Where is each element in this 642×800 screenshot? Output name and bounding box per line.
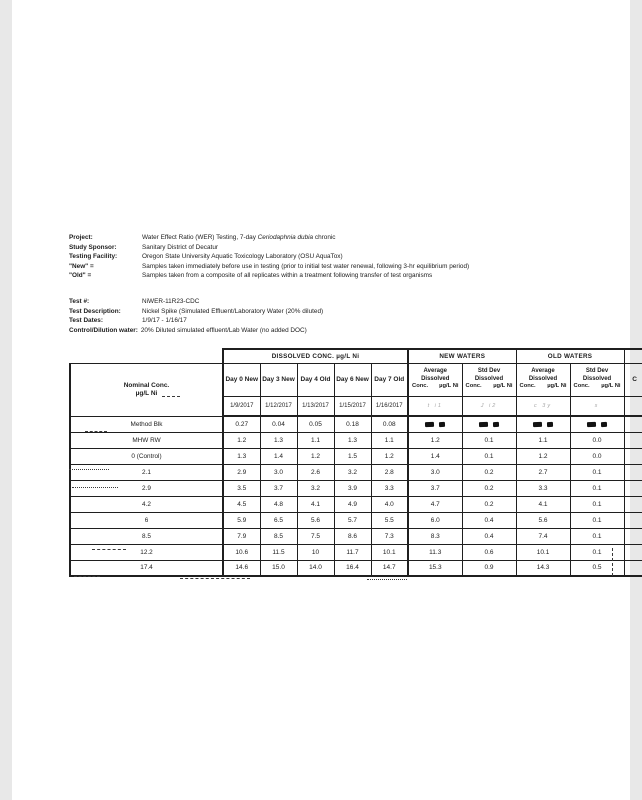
- clipped-cell: [624, 560, 642, 576]
- dissolved-conc-table: [69, 348, 642, 577]
- value-cell: 0.4: [462, 512, 516, 528]
- meta-value: NiWER-11R23-CDC: [142, 298, 200, 305]
- stat-header-word: Dissolved: [528, 375, 558, 382]
- value-cell: 10.6: [223, 544, 260, 560]
- value-cell: 0.2: [462, 480, 516, 496]
- col-header-avg-old: [516, 363, 570, 396]
- nominal-conc-header: [70, 363, 223, 416]
- value-cell: 2.7: [516, 464, 570, 480]
- value-cell: 0.2: [462, 496, 516, 512]
- value-cell: 1.1: [516, 432, 570, 448]
- meta-label: Control/Dilution water:: [69, 326, 138, 334]
- pencil-mark: t i1: [408, 396, 462, 416]
- value-cell: 10.1: [516, 544, 570, 560]
- scan-artifact: [74, 576, 100, 577]
- date-day7: 1/16/2017: [371, 396, 408, 416]
- clipped-cell: [624, 432, 642, 448]
- value-cell: 3.0: [408, 464, 462, 480]
- meta-value: 20% Diluted simulated effluent/Lab Water (no added DOC): [140, 326, 307, 334]
- test-metadata-block: [69, 297, 614, 335]
- value-cell: 0.1: [462, 432, 516, 448]
- scan-artifact: [162, 396, 180, 397]
- date-day6: 1/15/2017: [334, 396, 371, 416]
- meta-label: Test Description:: [69, 307, 121, 315]
- value-cell: 3.9: [334, 480, 371, 496]
- value-cell: 0.04: [260, 416, 297, 432]
- stat-header-word: Average: [531, 368, 555, 375]
- table-row: [70, 480, 642, 496]
- value-cell: 3.3: [371, 480, 408, 496]
- stat-header-unit: µg/L Ni: [493, 383, 513, 390]
- meta-row-test-description: [69, 307, 614, 317]
- value-cell: 5.7: [334, 512, 371, 528]
- nominal-cell: 2.1: [70, 464, 223, 480]
- clipped-cell: [624, 512, 642, 528]
- meta-label: Testing Facility:: [69, 253, 118, 261]
- stat-header-unit: µg/L Ni: [439, 383, 459, 390]
- pencil-mark: c 3y: [516, 396, 570, 416]
- stat-header-conc: Conc.: [519, 383, 536, 390]
- meta-label: "New" =: [69, 262, 94, 270]
- header-spacer: [70, 349, 223, 363]
- value-cell: 5.9: [223, 512, 260, 528]
- ink-smudge: [439, 421, 445, 426]
- scan-artifact: [85, 431, 107, 432]
- results-table: [69, 348, 637, 577]
- value-cell: 1.3: [260, 432, 297, 448]
- meta-row-facility: [69, 252, 614, 262]
- table-row: [70, 432, 642, 448]
- dissolved-conc-group-header: DISSOLVED CONC. µg/L Ni: [223, 349, 408, 363]
- stat-header-word: Dissolved: [474, 375, 504, 382]
- scan-artifact: [72, 487, 118, 488]
- value-cell: 7.3: [371, 528, 408, 544]
- meta-value: [142, 233, 614, 243]
- value-cell: 15.3: [408, 560, 462, 576]
- col-header-day7-old: Day 7 Old: [371, 363, 408, 396]
- value-cell: 0.1: [570, 480, 624, 496]
- value-cell: 0.2: [462, 464, 516, 480]
- pencil-mark: s: [570, 396, 624, 416]
- table-row: [70, 512, 642, 528]
- value-cell: 2.8: [371, 464, 408, 480]
- value-cell: 0.08: [371, 416, 408, 432]
- value-cell: 3.7: [260, 480, 297, 496]
- value-cell: 14.0: [297, 560, 334, 576]
- meta-row-control-water: [69, 326, 614, 336]
- value-cell: 1.1: [371, 432, 408, 448]
- meta-row-test-number: [69, 297, 614, 307]
- ink-smudge: [547, 421, 553, 426]
- value-cell: 15.0: [260, 560, 297, 576]
- meta-value: Nickel Spike (Simulated Effluent/Laboratory Water (20% diluted): [142, 307, 324, 315]
- table-body: [70, 416, 642, 576]
- value-cell: 1.4: [260, 448, 297, 464]
- value-cell: 0.18: [334, 416, 371, 432]
- value-cell: 0.1: [570, 464, 624, 480]
- value-cell: 6.5: [260, 512, 297, 528]
- table-row: [70, 496, 642, 512]
- value-cell: 8.3: [408, 528, 462, 544]
- value-cell: 4.0: [371, 496, 408, 512]
- value-cell: [462, 416, 516, 432]
- meta-value: Sanitary District of Decatur: [142, 243, 219, 251]
- value-cell: [516, 416, 570, 432]
- value-cell: 11.3: [408, 544, 462, 560]
- nominal-cell: 0 (Control): [70, 448, 223, 464]
- value-cell: 4.8: [260, 496, 297, 512]
- value-cell: 1.3: [223, 448, 260, 464]
- stat-header-word: Dissolved: [582, 375, 612, 382]
- meta-label: Study Sponsor:: [69, 243, 117, 251]
- col-header-day4-old: Day 4 Old: [297, 363, 334, 396]
- ink-smudge: [587, 421, 596, 426]
- value-cell: 0.05: [297, 416, 334, 432]
- value-cell: 1.1: [297, 432, 334, 448]
- value-cell: 0.0: [570, 432, 624, 448]
- value-cell: 0.6: [462, 544, 516, 560]
- stat-header-unit: µg/L Ni: [547, 383, 567, 390]
- nominal-cell: 8.5: [70, 528, 223, 544]
- table-row: [70, 528, 642, 544]
- nominal-cell: Method Blk: [70, 416, 223, 432]
- nominal-cell: 4.2: [70, 496, 223, 512]
- ink-smudge: [493, 421, 499, 426]
- value-cell: 5.6: [297, 512, 334, 528]
- date-day3: 1/12/2017: [260, 396, 297, 416]
- clipped-cell: [624, 416, 642, 432]
- value-cell: 14.7: [371, 560, 408, 576]
- meta-row-sponsor: [69, 243, 614, 253]
- meta-value: Samples taken from a composite of all replicates within a treatment following transfer of test organisms: [142, 272, 433, 280]
- scan-artifact: [367, 579, 407, 580]
- meta-label: Test #:: [69, 298, 90, 305]
- project-value-post: chronic: [313, 234, 336, 241]
- value-cell: 4.1: [297, 496, 334, 512]
- value-cell: 7.4: [516, 528, 570, 544]
- meta-value: Oregon State University Aquatic Toxicology Laboratory (OSU AquaTox): [142, 253, 343, 261]
- stat-header-unit: µg/L Ni: [601, 383, 621, 390]
- value-cell: 3.2: [297, 480, 334, 496]
- value-cell: 3.3: [516, 480, 570, 496]
- value-cell: 4.1: [516, 496, 570, 512]
- clipped-date-cell: [624, 396, 642, 416]
- ink-smudge: [601, 421, 607, 426]
- table-row: [70, 464, 642, 480]
- value-cell: 11.7: [334, 544, 371, 560]
- stat-header-word: Std Dev: [585, 368, 609, 375]
- meta-row-new-definition: [69, 262, 614, 272]
- stat-header-conc: Conc.: [573, 383, 590, 390]
- value-cell: 7.5: [297, 528, 334, 544]
- clipped-cell: [624, 464, 642, 480]
- table-row: [70, 560, 642, 576]
- nominal-cell: 12.2: [70, 544, 223, 560]
- col-header-stddev-new: [462, 363, 516, 396]
- value-cell: 10: [297, 544, 334, 560]
- value-cell: 8.5: [260, 528, 297, 544]
- nominal-cell: 17.4: [70, 560, 223, 576]
- value-cell: 1.5: [334, 448, 371, 464]
- clipped-cell: [624, 480, 642, 496]
- value-cell: 5.5: [371, 512, 408, 528]
- ink-smudge: [533, 421, 542, 426]
- stat-header-conc: Conc.: [465, 383, 482, 390]
- clipped-cell: [624, 544, 642, 560]
- table-row: [70, 416, 642, 432]
- meta-label: Project:: [69, 234, 93, 241]
- value-cell: 6.0: [408, 512, 462, 528]
- value-cell: 1.2: [408, 432, 462, 448]
- meta-row-old-definition: [69, 271, 614, 281]
- table-row: [70, 544, 642, 560]
- meta-value: 1/9/17 - 1/16/17: [142, 317, 187, 325]
- clipped-group-header: [624, 349, 642, 363]
- value-cell: 3.0: [260, 464, 297, 480]
- nominal-conc-header-line1: Nominal Conc.: [123, 381, 170, 389]
- col-header-day0-new: Day 0 New: [223, 363, 260, 396]
- value-cell: 0.1: [570, 496, 624, 512]
- value-cell: 14.6: [223, 560, 260, 576]
- scan-artifact: [180, 578, 250, 579]
- stat-header-conc: Conc.: [412, 383, 429, 390]
- stat-header-word: Average: [423, 368, 447, 375]
- stat-header-word: Dissolved: [421, 375, 450, 382]
- value-cell: 1.2: [516, 448, 570, 464]
- value-cell: 10.1: [371, 544, 408, 560]
- value-cell: 3.2: [334, 464, 371, 480]
- value-cell: 3.7: [408, 480, 462, 496]
- value-cell: 1.2: [297, 448, 334, 464]
- value-cell: 1.4: [408, 448, 462, 464]
- value-cell: 4.9: [334, 496, 371, 512]
- value-cell: [408, 416, 462, 432]
- scan-artifact: [92, 549, 126, 550]
- date-day4: 1/13/2017: [297, 396, 334, 416]
- value-cell: 4.5: [223, 496, 260, 512]
- value-cell: 0.1: [570, 528, 624, 544]
- col-header-avg-new: [408, 363, 462, 396]
- clipped-col-header: C: [624, 363, 642, 396]
- value-cell: 8.6: [334, 528, 371, 544]
- value-cell: 4.7: [408, 496, 462, 512]
- value-cell: 0.1: [462, 448, 516, 464]
- value-cell: 0.4: [462, 528, 516, 544]
- value-cell: 14.3: [516, 560, 570, 576]
- value-cell: 0.9: [462, 560, 516, 576]
- value-cell: 7.9: [223, 528, 260, 544]
- col-header-day6-new: Day 6 New: [334, 363, 371, 396]
- value-cell: 1.2: [223, 432, 260, 448]
- stat-header-word: Std Dev: [477, 368, 501, 375]
- nominal-cell: 6: [70, 512, 223, 528]
- value-cell: 1.3: [334, 432, 371, 448]
- value-cell: 0.27: [223, 416, 260, 432]
- value-cell: 2.6: [297, 464, 334, 480]
- scan-artifact: [69, 469, 109, 470]
- project-metadata-block: [69, 233, 614, 281]
- col-header-day3-new: Day 3 New: [260, 363, 297, 396]
- meta-value: Samples taken immediately before use in testing (prior to initial test water renewal, following 3-hr equilibrium period): [142, 262, 470, 270]
- value-cell: 0.0: [570, 448, 624, 464]
- value-cell: [570, 416, 624, 432]
- meta-label: "Old" =: [69, 272, 92, 280]
- clipped-cell: [624, 448, 642, 464]
- nominal-cell: MHW RW: [70, 432, 223, 448]
- value-cell: 0.1: [570, 544, 624, 560]
- ink-smudge: [425, 421, 434, 426]
- value-cell: 2.9: [223, 464, 260, 480]
- nominal-cell: 2.9: [70, 480, 223, 496]
- clipped-cell: [624, 528, 642, 544]
- value-cell: 0.5: [570, 560, 624, 576]
- clipped-cell: [624, 496, 642, 512]
- project-value-pre: Water Effect Ratio (WER) Testing, 7-day: [142, 234, 258, 241]
- nominal-conc-header-line2: µg/L Ni: [135, 389, 158, 397]
- value-cell: 5.6: [516, 512, 570, 528]
- scan-artifact: [612, 548, 613, 576]
- meta-label: Test Dates:: [69, 317, 103, 325]
- value-cell: 3.5: [223, 480, 260, 496]
- value-cell: 0.1: [570, 512, 624, 528]
- pencil-mark: J i2: [462, 396, 516, 416]
- ink-smudge: [479, 421, 488, 426]
- value-cell: 16.4: [334, 560, 371, 576]
- col-header-stddev-old: [570, 363, 624, 396]
- table-row: [70, 448, 642, 464]
- new-waters-group-header: NEW WATERS: [408, 349, 516, 363]
- meta-row-test-dates: [69, 316, 614, 326]
- species-name: Ceriodaphnia dubia: [257, 234, 314, 241]
- value-cell: 1.2: [371, 448, 408, 464]
- date-day0: 1/9/2017: [223, 396, 260, 416]
- meta-row-project: [69, 233, 614, 243]
- old-waters-group-header: OLD WATERS: [516, 349, 624, 363]
- scanned-report-page: [12, 0, 637, 800]
- value-cell: 11.5: [260, 544, 297, 560]
